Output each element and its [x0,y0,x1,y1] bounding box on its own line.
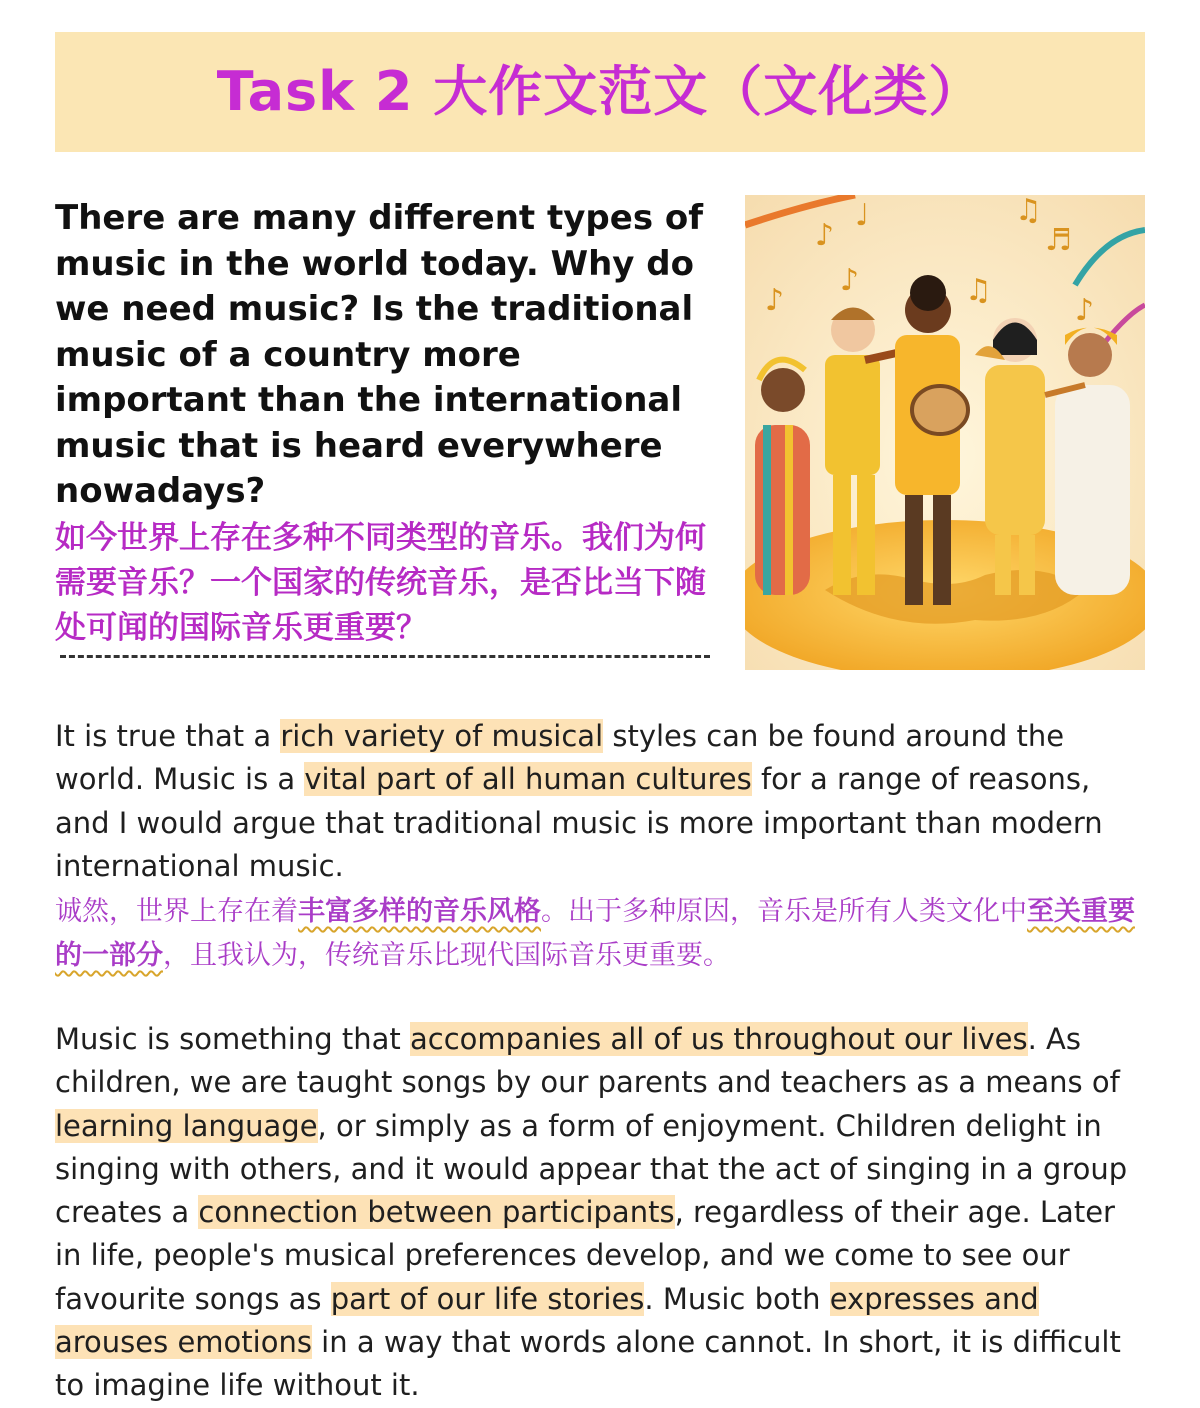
svg-text:♪: ♪ [815,218,835,253]
essay-question-chinese: 如今世界上存在多种不同类型的音乐。我们为何需要音乐？一个国家的传统音乐，是否比当下随处可闻的国际音乐更重要？ [55,520,706,646]
page-title: Task 2 大作文范文（文化类） [216,60,984,123]
svg-text:♩: ♩ [855,198,870,233]
highlighted-phrase: learning language [55,1108,318,1143]
dashed-divider [60,655,710,658]
svg-text:♪: ♪ [765,283,785,318]
essay-paragraph-2 [55,1018,1145,1408]
paragraph-text: , or simply as a form of enjoyment. Children delight in singing with others, and it would appear that the act of singing in a group creates a [55,1108,1128,1230]
highlighted-phrase: vital part of all human cultures [304,762,752,797]
translation-text: ，且我认为，传统音乐比现代国际音乐更重要。 [163,940,730,971]
essay-question-english: There are many different types of music in the world today. Why do we need music? Is the traditional music of a country more important than the international music that is heard everywhere nowadays? [55,198,704,511]
highlighted-phrase: part of our life stories [330,1281,645,1316]
wavy-underlined-phrase: 至关重要的一部分 [55,896,1135,971]
highlighted-phrase: rich variety of musical [280,719,604,753]
highlighted-phrase: expresses and arouses emotions [55,1281,1039,1360]
paragraph-text: , regardless of their age. Later in life, people's musical preferences develop, and we come to see our favourite songs as [55,1195,1115,1316]
paragraph-text: . Music both [644,1281,830,1316]
paragraph-text: . As children, we are taught songs by our parents and teachers as a means of [55,1022,1120,1100]
paragraph-text: for a range of reasons, and I would argue that traditional music is more important than modern international music. [55,762,1103,883]
essay-paragraph-1 [55,715,1145,888]
essay-paragraph-1-translation [55,890,1145,978]
svg-text:♪: ♪ [840,263,860,298]
wavy-underlined-phrase: 丰富多样的音乐风格 [298,896,541,927]
paragraph-text: styles can be found around the world. Music is a [55,719,1065,797]
title-banner [55,32,1145,152]
svg-text:♫: ♫ [965,273,992,308]
translation-text: 。出于多种原因，音乐是所有人类文化中 [541,896,1027,927]
svg-text:♬: ♬ [1045,223,1072,258]
svg-text:♫: ♫ [1015,195,1042,228]
paragraph-text: Music is something that [55,1022,410,1056]
highlighted-phrase: accompanies all of us throughout our lives [409,1022,1028,1056]
svg-text:♪: ♪ [1075,293,1095,328]
translation-text: 诚然，世界上存在着 [55,896,298,927]
highlighted-phrase: connection between participants [198,1195,675,1230]
paragraph-text: It is true that a [55,719,281,753]
paragraph-text: in a way that words alone cannot. In short, it is difficult to imagine life without it. [55,1325,1121,1403]
people-playing-music-icon [745,195,1145,670]
